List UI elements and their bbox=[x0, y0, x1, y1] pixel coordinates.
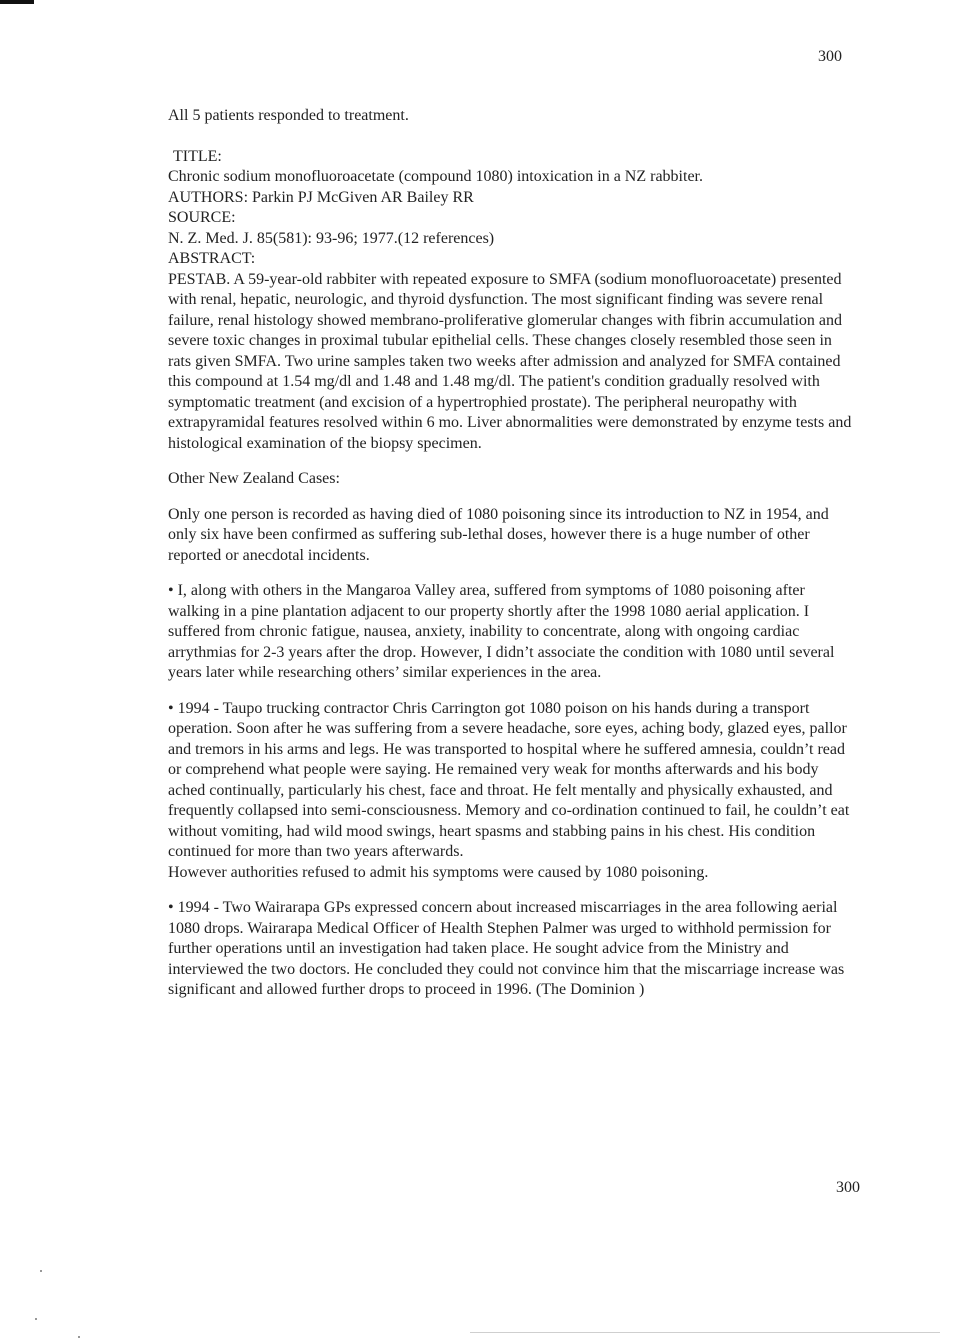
case-bullet-taupo: • 1994 - Taupo trucking contractor Chris Carrington got 1080 poison on his hands during a transport operation. Soon after he was suffering from a severe headache, sore eyes, aching body, glazed eyes, pallor and tremors in his arms and legs. He was transported to hospital where he suffered amnesia, couldn’t read or comprehend what people were saying. He remained very weak for months afterwards and his body ached continually, particularly his chest, face and throat. He felt mentally and physically exhausted, and frequently collapsed into semi-consciousness. Memory and co-ordination continued to fail, he couldn’t eat without vomiting, had wild mood swings, heart spasms and stabbing pains in his chest. His condition continued for more than two years afterwards. bbox=[168, 699, 850, 860]
scan-artifact-line bbox=[470, 1332, 940, 1333]
source-label: SOURCE: bbox=[168, 209, 236, 226]
page-number-bottom: 300 bbox=[836, 1179, 860, 1196]
scan-speck bbox=[78, 1336, 80, 1338]
case-bullet-wairarapa: • 1994 - Two Wairarapa GPs expressed concern about increased miscarriages in the area following aerial 1080 drops. Wairarapa Medical Officer of Health Stephen Palmer was urged to withhold permission for further operations until an investigation had taken place. He sought advice from the Ministry and interviewed the two doctors. He concluded they could not convince him that the miscarriage increase was significant and allowed further drops to proceed in 1996. (The Dominion ) bbox=[168, 899, 845, 998]
source-citation: N. Z. Med. J. 85(581): 93-96; 1977.(12 references) bbox=[168, 229, 495, 247]
article-title: Chronic sodium monofluoroacetate (compound 1080) intoxication in a NZ rabbiter. bbox=[168, 168, 703, 185]
abstract-text: PESTAB. A 59-year-old rabbiter with repeated exposure to SMFA (sodium monofluoroacetate) presented with renal, hepatic, neurologic, and thyroid dysfunction. The most significant finding was severe renal failure, renal histology showed membrano-proliferative glomerular changes with fibrin accumulation and severe toxic changes in proximal tubular epithelial cells. These changes closely resembled those seen in rats given SMFA. Two urine samples taken two weeks after admission and analyzed for SMFA contained this compound at 1.54 mg/dl and 1.48 and 1.48 mg/dl. The patient's condition gradually resolved with symptomatic treatment (and excision of a hypertrophied prostate). The peripheral neuropathy with extrapyramidal features resolved within 6 mo. Liver abnormalities were demonstrated by enzyme tests and histological examination of the biopsy specimen. bbox=[168, 270, 852, 452]
title-label: TITLE: bbox=[173, 147, 222, 165]
case-bullet-taupo-followup: However authorities refused to admit his symptoms were caused by 1080 poisoning. bbox=[168, 863, 709, 881]
page-number-top: 300 bbox=[818, 48, 842, 65]
case-bullet-mangaroa: • I, along with others in the Mangaroa Valley area, suffered from symptoms of 1080 poisoning after walking in a pine plantation adjacent to our property shortly after the 1998 1080 aerial application. I suffered from chronic fatigue, nausea, anxiety, inability to concentrate, along with ongoing cardiac arrythmias for 2-3 years after the drop. However, I didn’t associate the condition with 1080 until several years later while researching others’ similar experiences in the area. bbox=[168, 582, 835, 681]
scan-speck bbox=[40, 1270, 42, 1272]
abstract-label: ABSTRACT: bbox=[168, 250, 256, 267]
summary-paragraph: Only one person is recorded as having died of 1080 poisoning since its introduction to NZ in 1954, and only six have been confirmed as suffering sub-lethal doses, however there is a huge number of other reported or anecdotal incidents. bbox=[168, 505, 829, 564]
document-body bbox=[168, 106, 858, 1001]
scan-corner-mark bbox=[0, 0, 34, 4]
intro-line: All 5 patients responded to treatment. bbox=[168, 107, 409, 124]
authors-line: AUTHORS: Parkin PJ McGiven AR Bailey RR bbox=[168, 188, 474, 206]
scan-speck bbox=[35, 1318, 37, 1320]
section-heading: Other New Zealand Cases: bbox=[168, 470, 340, 487]
